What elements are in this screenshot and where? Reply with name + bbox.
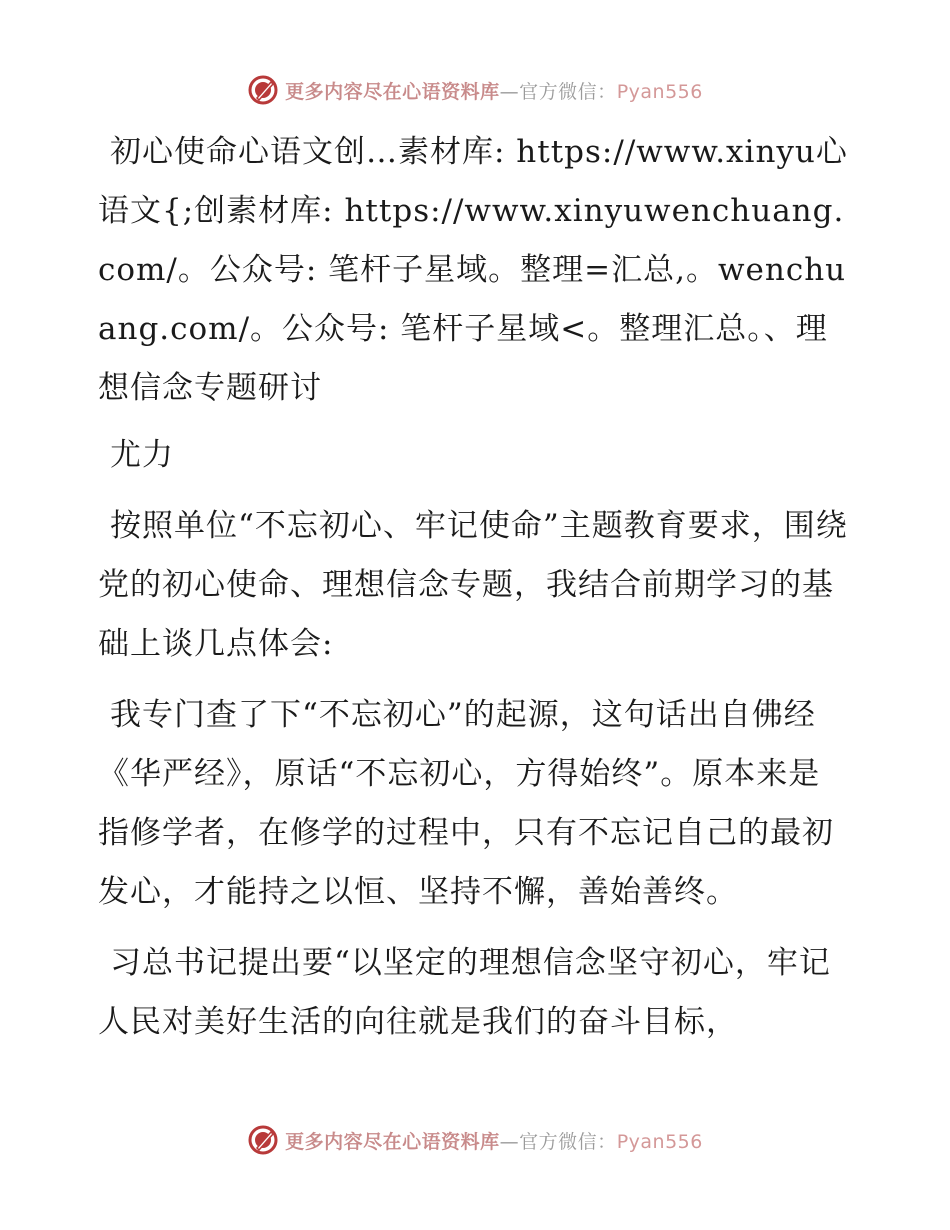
- header-banner-text: [285, 77, 703, 104]
- header-banner: [0, 70, 950, 110]
- quill-seal-icon: [247, 1124, 279, 1156]
- footer-banner-wechat: 官方微信：: [519, 1130, 617, 1153]
- paragraph-author: 尤力: [110, 437, 174, 473]
- header-banner-id: Pyan556: [616, 80, 703, 103]
- footer-banner-main: 更多内容尽在心语资料库: [285, 1130, 500, 1153]
- paragraph-1: 按照单位“不忘初心、牢记使命”主题教育要求，围绕党的初心使命、理想信念专题，我结合前期学习的基础上谈几点体会:: [98, 508, 848, 662]
- quill-seal-icon: [247, 74, 279, 106]
- paragraph-2: 我专门查了下“不忘初心”的起源，这句话出自佛经《华严经》，原话“不忘初心，方得始终”。原本来是指修学者，在修学的过程中，只有不忘记自己的最初发心，才能持之以恒、坚持不懈，善始善终。: [98, 697, 834, 910]
- footer-banner-text: [285, 1127, 703, 1154]
- paragraph-intro: 初心使命心语文创…素材库: https://www.xinyu心语文{;创素材库: https://www.xinyuwenchuang.com/。公众号: 笔杆子星域。整理=汇总,。wenchuang.com/。公众号: 笔杆子星域<。整理汇总。、理想信念专题研讨: [98, 134, 848, 406]
- document-body: [98, 123, 850, 1064]
- footer-banner: [0, 1120, 950, 1160]
- footer-banner-dash: —: [499, 1130, 520, 1153]
- paragraph-3: 习总书记提出要“以坚定的理想信念坚守初心，牢记人民对美好生活的向往就是我们的奋斗目标，: [98, 945, 831, 1040]
- header-banner-wechat: 官方微信：: [519, 80, 617, 103]
- header-banner-dash: —: [499, 80, 520, 103]
- header-banner-main: 更多内容尽在心语资料库: [285, 80, 500, 103]
- footer-banner-id: Pyan556: [616, 1130, 703, 1153]
